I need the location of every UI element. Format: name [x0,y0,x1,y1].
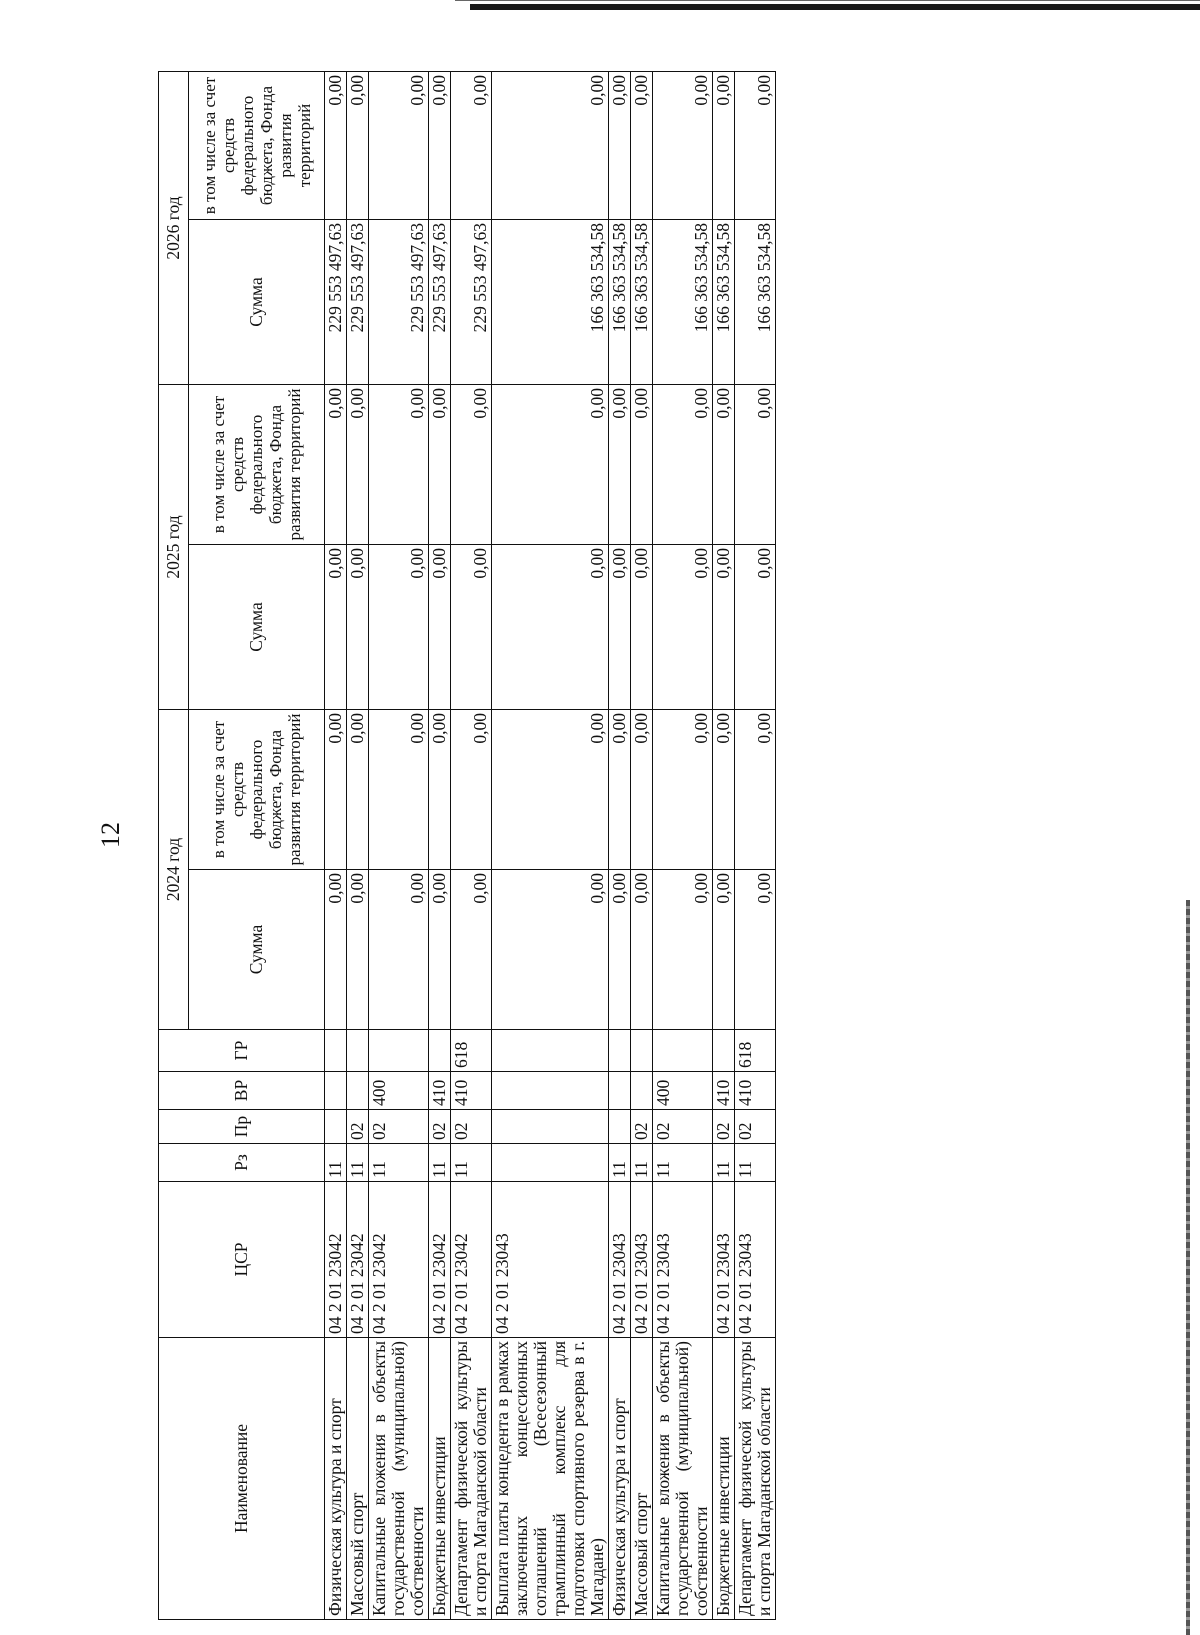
cell-vr [325,1072,347,1110]
cell-2025-federal: 0,00 [609,385,631,545]
cell-pr: 02 [735,1110,776,1144]
cell-name: Капитальные вложения в объекты государственной (муниципальной) собственности [653,1338,713,1620]
table-row [492,72,609,1620]
cell-pr [325,1110,347,1144]
cell-vr: 410 [713,1072,735,1110]
cell-2024-federal: 0,00 [492,710,609,870]
cell-gr [713,1030,735,1072]
cell-2026-sum: 166 363 534,58 [713,220,735,385]
cell-csr: 04 2 01 23043 [653,1182,713,1338]
cell-2025-federal: 0,00 [631,385,653,545]
cell-2025-sum: 0,00 [735,545,776,710]
cell-2024-sum: 0,00 [713,870,735,1030]
cell-csr: 04 2 01 23042 [429,1182,451,1338]
cell-2024-sum: 0,00 [369,870,429,1030]
cell-pr: 02 [631,1110,653,1144]
header-vr: ВР [159,1072,325,1110]
cell-gr [609,1030,631,1072]
cell-gr [492,1030,609,1072]
cell-2025-sum: 0,00 [653,545,713,710]
cell-name: Физическая культура и спорт [609,1338,631,1620]
page-number: 12 [96,822,125,848]
table-row [631,72,653,1620]
cell-2024-federal: 0,00 [369,710,429,870]
cell-csr: 04 2 01 23043 [713,1182,735,1338]
cell-2025-sum: 0,00 [492,545,609,710]
cell-2026-federal: 0,00 [492,72,609,220]
cell-2026-federal: 0,00 [653,72,713,220]
cell-rz [492,1144,609,1182]
cell-2026-federal: 0,00 [347,72,369,220]
cell-2026-federal: 0,00 [429,72,451,220]
cell-2024-sum: 0,00 [451,870,492,1030]
cell-gr [325,1030,347,1072]
cell-2024-federal: 0,00 [609,710,631,870]
cell-2026-sum: 166 363 534,58 [609,220,631,385]
cell-2025-federal: 0,00 [492,385,609,545]
cell-2026-sum: 229 553 497,63 [369,220,429,385]
cell-2026-sum: 229 553 497,63 [325,220,347,385]
cell-2025-sum: 0,00 [369,545,429,710]
cell-2025-federal: 0,00 [653,385,713,545]
cell-2024-federal: 0,00 [325,710,347,870]
cell-2024-sum: 0,00 [429,870,451,1030]
cell-name: Массовый спорт [631,1338,653,1620]
table-row [451,72,492,1620]
cell-vr: 400 [369,1072,429,1110]
rotated-table-container [158,72,1088,1620]
cell-vr: 410 [451,1072,492,1110]
table-row [369,72,429,1620]
cell-2024-sum: 0,00 [735,870,776,1030]
table-row [429,72,451,1620]
cell-2025-federal: 0,00 [429,385,451,545]
cell-rz: 11 [369,1144,429,1182]
cell-name: Массовый спорт [347,1338,369,1620]
cell-2025-sum: 0,00 [347,545,369,710]
cell-pr: 02 [429,1110,451,1144]
cell-vr: 410 [429,1072,451,1110]
cell-2026-federal: 0,00 [369,72,429,220]
header-sum-2026: Сумма [189,220,325,385]
cell-vr [609,1072,631,1110]
header-sum-2024: Сумма [189,870,325,1030]
scan-binding-edge [1186,900,1190,1635]
cell-2025-federal: 0,00 [347,385,369,545]
table-row [653,72,713,1620]
scan-edge-line [455,0,1200,1]
cell-rz: 11 [325,1144,347,1182]
cell-2026-sum: 166 363 534,58 [653,220,713,385]
header-csr: ЦСР [159,1182,325,1338]
cell-csr: 04 2 01 23042 [325,1182,347,1338]
cell-2025-federal: 0,00 [451,385,492,545]
cell-2026-sum: 229 553 497,63 [429,220,451,385]
cell-2025-federal: 0,00 [713,385,735,545]
cell-2026-federal: 0,00 [713,72,735,220]
cell-rz: 11 [609,1144,631,1182]
cell-csr: 04 2 01 23043 [492,1182,609,1338]
cell-2024-sum: 0,00 [631,870,653,1030]
cell-vr [492,1072,609,1110]
table-row [347,72,369,1620]
budget-table [158,71,776,1620]
cell-rz: 11 [429,1144,451,1182]
cell-2025-sum: 0,00 [631,545,653,710]
cell-2024-sum: 0,00 [609,870,631,1030]
cell-csr: 04 2 01 23043 [735,1182,776,1338]
header-federal-2026: в том числе за счет средств федерального бюджета, Фонда развития территорий [189,72,325,220]
cell-csr: 04 2 01 23043 [631,1182,653,1338]
cell-2026-sum: 166 363 534,58 [735,220,776,385]
table-row [735,72,776,1620]
cell-2024-sum: 0,00 [492,870,609,1030]
header-year-2024: 2024 год [159,710,189,1030]
cell-gr [631,1030,653,1072]
cell-vr: 410 [735,1072,776,1110]
cell-gr: 618 [451,1030,492,1072]
cell-gr: 618 [735,1030,776,1072]
cell-name: Департамент физической культуры и спорта Магаданской области [451,1338,492,1620]
cell-name: Физическая культура и спорт [325,1338,347,1620]
cell-rz: 11 [347,1144,369,1182]
header-name: Наименование [159,1338,325,1620]
cell-pr [492,1110,609,1144]
cell-rz: 11 [735,1144,776,1182]
cell-2025-federal: 0,00 [325,385,347,545]
cell-rz: 11 [631,1144,653,1182]
cell-pr: 02 [713,1110,735,1144]
cell-2025-federal: 0,00 [369,385,429,545]
cell-pr [609,1110,631,1144]
cell-rz: 11 [713,1144,735,1182]
cell-2024-sum: 0,00 [325,870,347,1030]
header-year-2025: 2025 год [159,385,189,710]
header-sum-2025: Сумма [189,545,325,710]
cell-2025-sum: 0,00 [713,545,735,710]
cell-2024-federal: 0,00 [451,710,492,870]
cell-2026-federal: 0,00 [451,72,492,220]
cell-name: Бюджетные инвестиции [713,1338,735,1620]
cell-2024-sum: 0,00 [347,870,369,1030]
cell-gr [347,1030,369,1072]
cell-2026-federal: 0,00 [325,72,347,220]
cell-pr: 02 [347,1110,369,1144]
cell-vr [631,1072,653,1110]
cell-name: Выплата платы концедента в рамках заключенных концессионных соглашений (Всесезонный трамплинный комплекс для подготовки спортивного резерва в г. Магадане) [492,1338,609,1620]
cell-2024-sum: 0,00 [653,870,713,1030]
cell-2024-federal: 0,00 [653,710,713,870]
cell-name: Департамент физической культуры и спорта Магаданской области [735,1338,776,1620]
cell-2024-federal: 0,00 [631,710,653,870]
table-row [713,72,735,1620]
cell-gr [653,1030,713,1072]
cell-2025-federal: 0,00 [735,385,776,545]
cell-rz: 11 [653,1144,713,1182]
cell-pr: 02 [369,1110,429,1144]
cell-2025-sum: 0,00 [429,545,451,710]
cell-2025-sum: 0,00 [609,545,631,710]
cell-csr: 04 2 01 23043 [609,1182,631,1338]
cell-pr: 02 [653,1110,713,1144]
cell-2026-sum: 166 363 534,58 [631,220,653,385]
header-pr: Пр [159,1110,325,1144]
cell-name: Капитальные вложения в объекты государственной (муниципальной) собственности [369,1338,429,1620]
cell-gr [369,1030,429,1072]
cell-csr: 04 2 01 23042 [347,1182,369,1338]
cell-2024-federal: 0,00 [713,710,735,870]
cell-2026-sum: 166 363 534,58 [492,220,609,385]
cell-gr [429,1030,451,1072]
cell-rz: 11 [451,1144,492,1182]
table-body [325,72,776,1620]
cell-csr: 04 2 01 23042 [451,1182,492,1338]
cell-csr: 04 2 01 23042 [369,1182,429,1338]
cell-2024-federal: 0,00 [429,710,451,870]
header-gr: ГР [159,1030,325,1072]
cell-vr [347,1072,369,1110]
cell-2026-sum: 229 553 497,63 [451,220,492,385]
cell-2026-sum: 229 553 497,63 [347,220,369,385]
table-row [325,72,347,1620]
cell-2026-federal: 0,00 [631,72,653,220]
header-federal-2024: в том числе за счет средств федерального бюджета, Фонда развития территорий [189,710,325,870]
header-year-2026: 2026 год [159,72,189,385]
header-rz: Рз [159,1144,325,1182]
cell-2025-sum: 0,00 [451,545,492,710]
cell-2024-federal: 0,00 [735,710,776,870]
cell-pr: 02 [451,1110,492,1144]
table-row [609,72,631,1620]
cell-vr: 400 [653,1072,713,1110]
cell-2024-federal: 0,00 [347,710,369,870]
cell-2026-federal: 0,00 [735,72,776,220]
scan-edge-bar [470,4,1200,10]
cell-name: Бюджетные инвестиции [429,1338,451,1620]
header-federal-2025: в том числе за счет средств федерального бюджета, Фонда развития территорий [189,385,325,545]
cell-2025-sum: 0,00 [325,545,347,710]
cell-2026-federal: 0,00 [609,72,631,220]
